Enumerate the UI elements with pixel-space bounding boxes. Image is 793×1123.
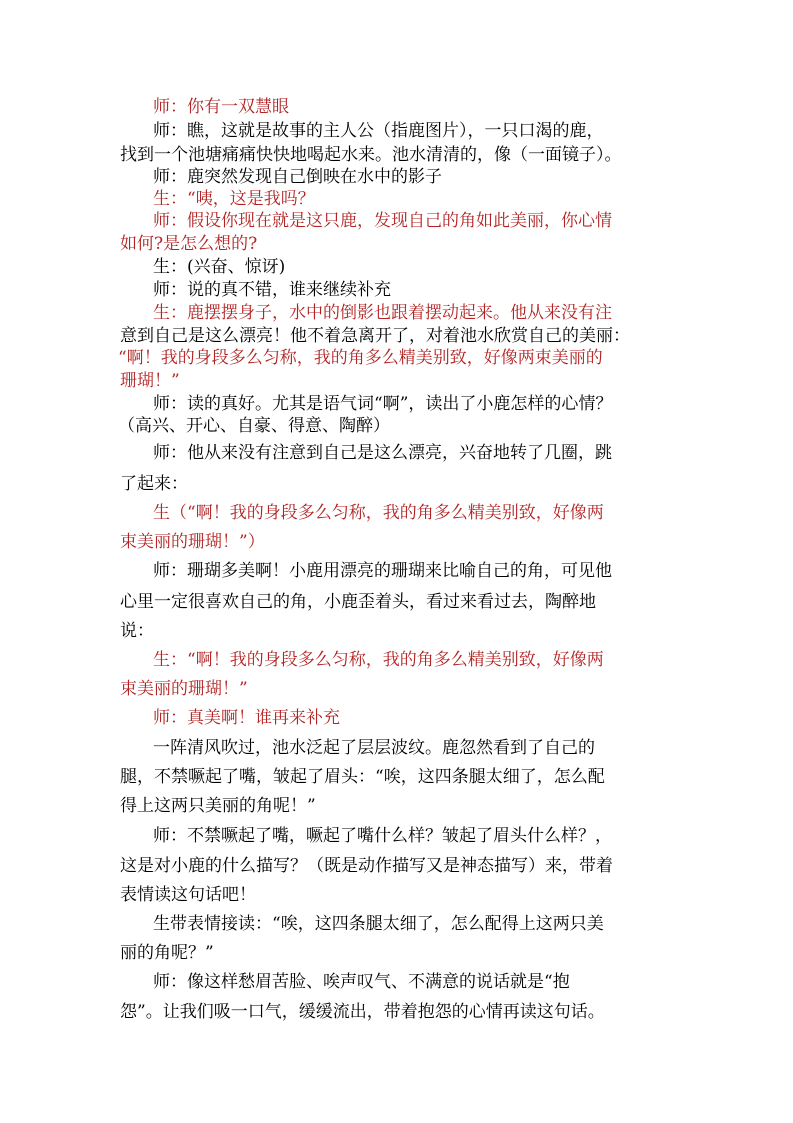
dialogue-line: 这是对小鹿的什么描写？（既是动作描写又是神态描写）来，带着: [120, 856, 613, 876]
dialogue-line: 意到自己是这么漂亮！他不着急离开了，对着池水欣赏自己的美丽：: [120, 326, 630, 346]
dialogue-line: 师：不禁噘起了嘴，噘起了嘴什么样？皱起了眉头什么样？，: [153, 826, 612, 846]
dialogue-line: 怨”。让我们吸一口气，缓缓流出，带着抱怨的心情再读这句话。: [120, 1002, 605, 1022]
dialogue-line: 说：: [120, 621, 154, 641]
dialogue-line: 束美丽的珊瑚！”）: [120, 532, 265, 552]
dialogue-line: 找到一个池塘痛痛快快地喝起水来。池水清清的，像（一面镜子）。: [120, 145, 622, 165]
dialogue-line: 珊瑚！”: [120, 371, 180, 391]
dialogue-line: 生：“咦，这是我吗？: [153, 189, 315, 209]
dialogue-line: 师：读的真好。尤其是语气词“啊”，读出了小鹿怎样的心情？: [153, 394, 613, 414]
dialogue-line: 丽的角呢？”: [120, 943, 214, 963]
dialogue-line: 心里一定很喜欢自己的角，小鹿歪着头，看过来看过去，陶醉地: [120, 592, 596, 612]
dialogue-line: 腿，不禁噘起了嘴，皱起了眉头：“唉，这四条腿太细了，怎么配: [120, 767, 605, 787]
dialogue-line: 师：真美啊！谁再来补充: [153, 708, 340, 728]
dialogue-line: “啊！我的身段多么匀称，我的角多么精美别致，好像两束美丽的: [118, 348, 603, 368]
dialogue-line: 了起来：: [120, 474, 188, 494]
dialogue-line: 师：像这样愁眉苦脸、唉声叹气、不满意的说话就是“抱: [153, 972, 570, 992]
dialogue-line: 师：说的真不错，谁来继续补充: [153, 280, 391, 300]
dialogue-line: 束美丽的珊瑚！”: [120, 679, 248, 699]
dialogue-line: 如何?是怎么想的?: [120, 234, 258, 254]
dialogue-line: 得上这两只美丽的角呢！”: [120, 796, 316, 816]
dialogue-line: 生带表情接读：“唉，这四条腿太细了，怎么配得上这两只美: [153, 914, 604, 934]
dialogue-line: 师：珊瑚多美啊！小鹿用漂亮的珊瑚来比喻自己的角，可见他: [153, 561, 612, 581]
dialogue-line: 生（“啊！我的身段多么匀称，我的角多么精美别致，好像两: [153, 503, 604, 523]
dialogue-line: 师：你有一双慧眼: [153, 97, 289, 117]
dialogue-line: 师：他从来没有注意到自己是这么漂亮，兴奋地转了几圈，跳: [153, 443, 612, 463]
dialogue-line: 师：鹿突然发现自己倒映在水中的影子: [153, 167, 442, 187]
dialogue-line: （高兴、开心、自豪、得意、陶醉）: [118, 416, 390, 436]
dialogue-line: 生：“啊！我的身段多么匀称，我的角多么精美别致，好像两: [153, 650, 604, 670]
dialogue-line: 师：瞧，这就是故事的主人公（指鹿图片），一只口渴的鹿，: [153, 121, 604, 141]
dialogue-line: 一阵清风吹过，池水泛起了层层波纹。鹿忽然看到了自己的: [153, 738, 595, 758]
dialogue-line: 师：假设你现在就是这只鹿，发现自己的角如此美丽，你心情: [153, 211, 612, 231]
dialogue-line: 表情读这句话吧！: [120, 885, 256, 905]
dialogue-line: 生：鹿摆摆身子，水中的倒影也跟着摆动起来。他从来没有注: [153, 303, 612, 323]
dialogue-line: 生：(兴奋、惊讶): [153, 257, 286, 277]
